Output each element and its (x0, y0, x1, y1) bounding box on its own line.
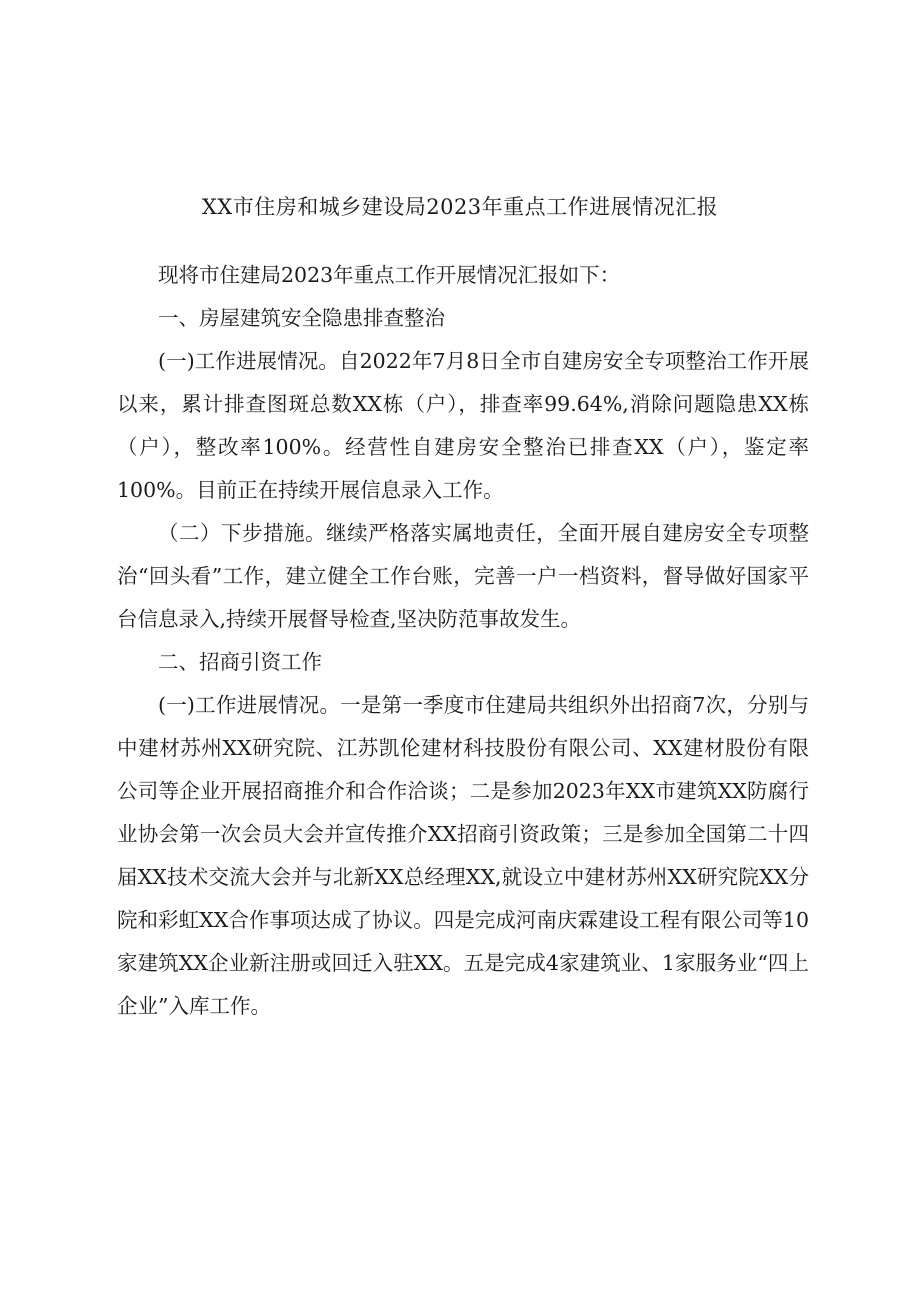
intro-paragraph: 现将市住建局2023年重点工作开展情况汇报如下： (158, 263, 621, 287)
section-1-paragraph-1: (一)工作进展情况。自2022年7月8日全市自建房安全专项整治工作开展以来，累计排查图斑总数XX栋（户），排查率99.64%,消除问题隐患XX栋（户），整改率100%。经营性自建房安全整治已排查XX（户），鉴定率100%。目前正在持续开展信息录入工作。 (117, 349, 809, 502)
section-heading-1: 一、房屋建筑安全隐患排查整治 (158, 306, 445, 330)
section-1-paragraph-2: （二）下步措施。继续严格落实属地责任，全面开展自建房安全专项整治“回头看”工作，建立健全工作台账，完善一户一档资料，督导做好国家平台信息录入,持续开展督导检查,坚决防范事故发生。 (117, 521, 809, 631)
document-body (117, 254, 809, 1028)
section-2-paragraph-1: (一)工作进展情况。一是第一季度市住建局共组织外出招商7次，分别与中建材苏州XX研究院、江苏凯伦建材科技股份有限公司、XX建材股份有限公司等企业开展招商推介和合作洽谈；二是参加2023年XX市建筑XX防腐行业协会第一次会员大会并宣传推介XX招商引资政策；三是参加全国第二十四届XX技术交流大会并与北新XX总经理XX,就设立中建材苏州XX研究院XX分院和彩虹XX合作事项达成了协议。四是完成河南庆霖建设工程有限公司等10家建筑XX企业新注册或回迁入驻XX。五是完成4家建筑业、1家服务业“四上企业”入库工作。 (117, 693, 809, 1018)
section-heading-2: 二、招商引资工作 (158, 650, 322, 674)
document-title: XX市住房和城乡建设局2023年重点工作进展情况汇报 (201, 195, 719, 219)
